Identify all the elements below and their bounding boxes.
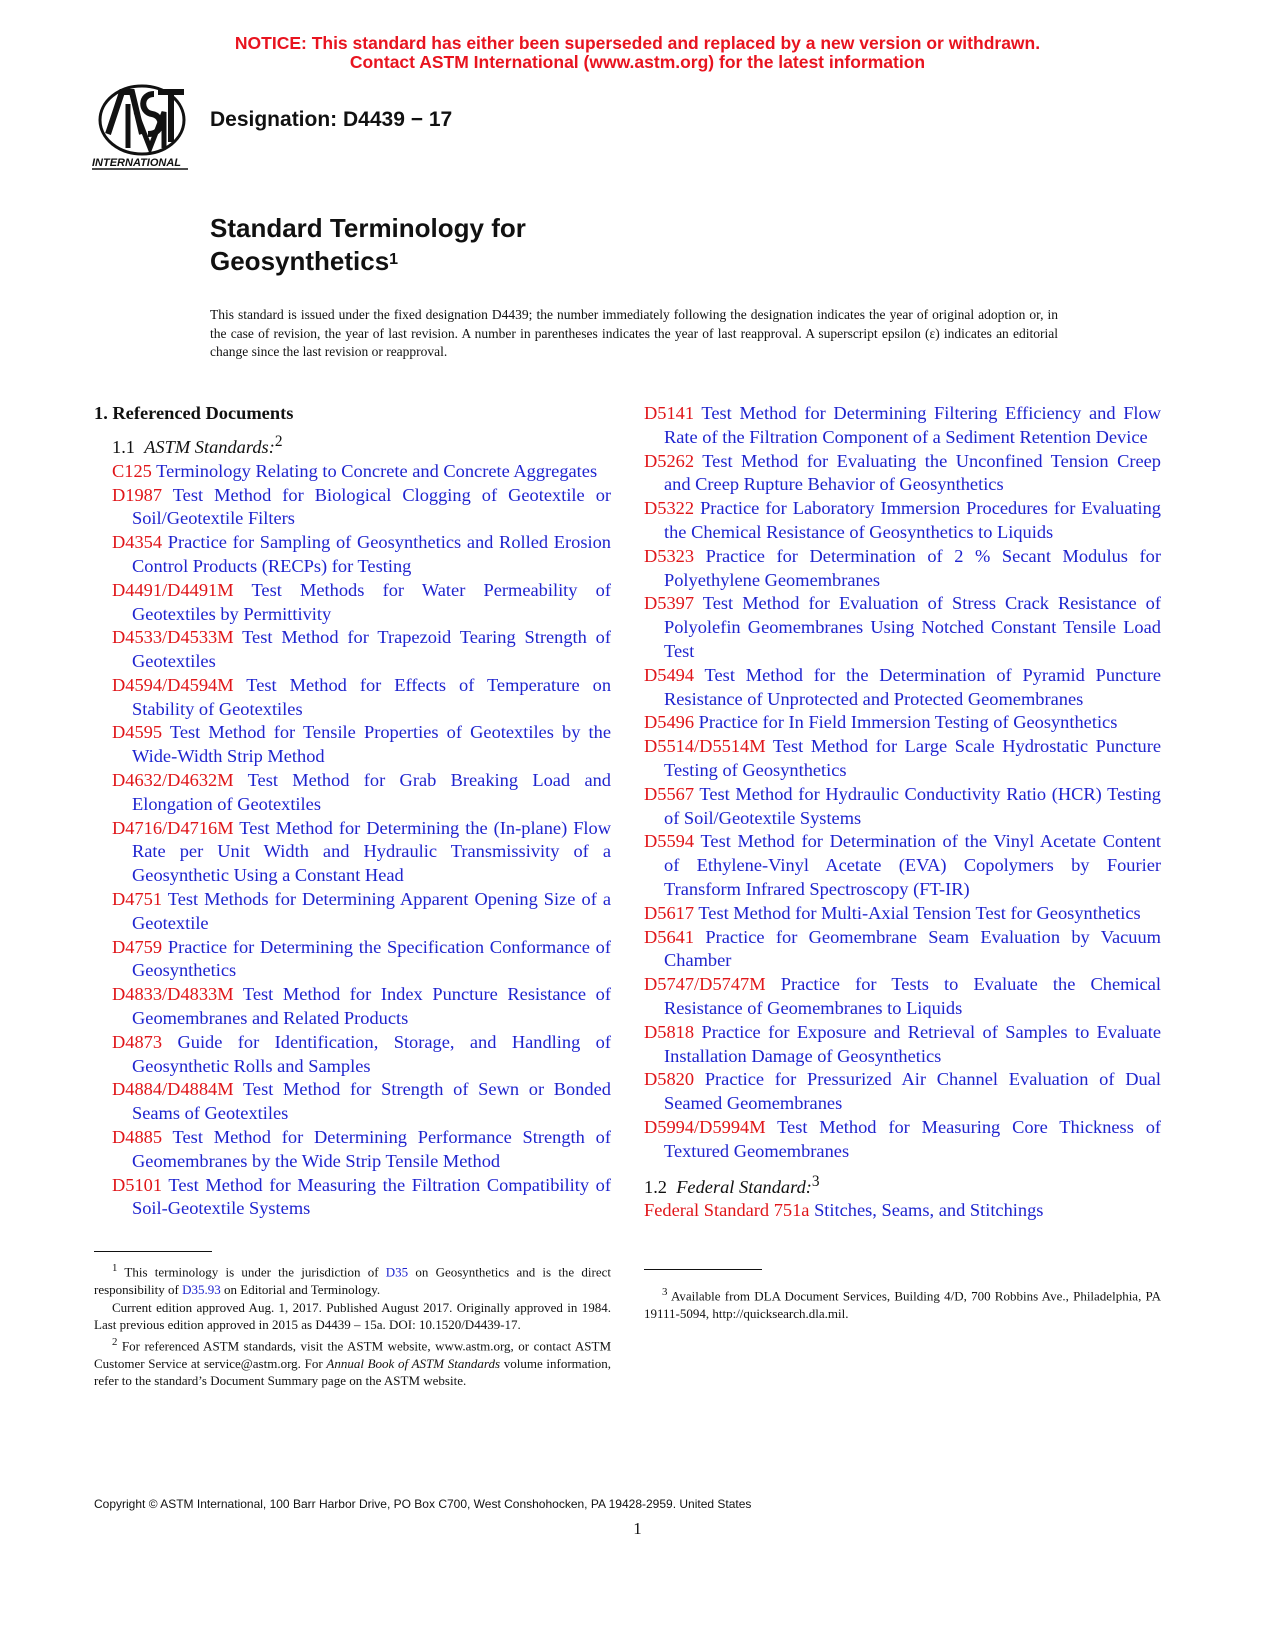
committee-link-d35[interactable]: D35 — [385, 1264, 409, 1280]
reference-item[interactable] — [644, 664, 1161, 712]
reference-item[interactable] — [94, 626, 611, 674]
reference-title: Test Method for Determining the (In-plane) Flow Rate per Unit Width and Hydraulic Transmissivity of a Geosynthetic Using a Constant Head — [132, 817, 612, 886]
reference-title: Test Method for Evaluating the Unconfined Tension Creep and Creep Rupture Behavior of Geosynthetics — [664, 450, 1161, 495]
reference-code: D4884/D4884M — [112, 1079, 234, 1100]
reference-title: Terminology Relating to Concrete and Concrete Aggregates — [156, 460, 598, 481]
reference-item[interactable] — [644, 545, 1161, 593]
standard-intro-note: This standard is issued under the fixed designation D4439; the number immediately following the designation indicates the year of original adoption or, in the case of revision, the year of last revision. A number in parentheses indicates the year of last reapproval. A superscript epsilon (ε) indicates an editorial change since the last revision or reapproval. — [210, 307, 1058, 359]
footnotes-left — [94, 1251, 611, 1390]
reference-title: Test Method for Hydraulic Conductivity Ratio (HCR) Testing of Soil/Geotextile Systems — [664, 783, 1162, 828]
astm-logo-icon — [92, 82, 200, 178]
reference-title: Test Method for Measuring Core Thickness of Textured Geomembranes — [664, 1116, 1162, 1161]
reference-item[interactable] — [644, 450, 1161, 498]
reference-item[interactable] — [644, 1068, 1161, 1116]
reference-item[interactable] — [94, 531, 611, 579]
reference-code: D4632/D4632M — [112, 770, 234, 791]
reference-code: D5567 — [644, 783, 695, 804]
reference-code: D4751 — [112, 889, 163, 910]
document-title — [210, 212, 526, 278]
reference-title: Practice for Exposure and Retrieval of Samples to Evaluate Installation Damage of Geosynthetics — [664, 1021, 1161, 1066]
title-line-1: Standard Terminology for — [210, 213, 526, 243]
reference-title: Test Method for Large Scale Hydrostatic Puncture Testing of Geosynthetics — [664, 736, 1161, 780]
reference-title: Test Method for Trapezoid Tearing Strength of Geotextiles — [132, 627, 611, 672]
reference-code: D5818 — [644, 1021, 695, 1042]
footnote-rule — [94, 1251, 212, 1252]
title-footnote-mark: 1 — [389, 251, 399, 268]
reference-item[interactable] — [94, 1174, 611, 1222]
reference-item[interactable] — [644, 735, 1161, 783]
reference-code: D4594/D4594M — [112, 674, 234, 695]
reference-title: Practice for Pressurized Air Channel Evaluation of Dual Seamed Geomembranes — [664, 1069, 1161, 1114]
logo-international-text: INTERNATIONAL — [92, 157, 182, 169]
reference-item[interactable] — [94, 674, 611, 722]
reference-item[interactable] — [644, 783, 1161, 831]
subsection-federal-standard: 1.2 Federal Standard:$^3$ — [644, 1172, 820, 1197]
designation: Designation: D4439 − 17 — [210, 108, 453, 131]
reference-code: D5641 — [644, 926, 695, 947]
reference-title: Practice for Sampling of Geosynthetics and Rolled Erosion Control Products (RECPs) for Testing — [132, 532, 611, 576]
reference-item[interactable] — [94, 1031, 611, 1079]
reference-title: Test Method for Determining Performance Strength of Geomembranes by the Wide Strip Tensile Method — [132, 1127, 611, 1171]
reference-item[interactable] — [94, 460, 611, 484]
reference-title: Test Method for Multi-Axial Tension Test for Geosynthetics — [698, 902, 1141, 923]
subcommittee-link-d3593[interactable]: D35.93 — [182, 1282, 221, 1298]
reference-code: D5262 — [644, 450, 695, 471]
section-heading: 1. Referenced Documents — [94, 403, 294, 423]
reference-code: D5514/D5514M — [644, 736, 766, 757]
footnote-3: $^3$ Available from DLA Document Services, Building 4/D, 700 Robbins Ave., Philadelphia, PA 19111-5094, http://quicksearch.dla.mil. — [644, 1286, 1161, 1322]
reference-title: Practice for Determination of 2 % Secant Modulus for Polyethylene Geomembranes — [664, 545, 1161, 590]
reference-title: Test Method for Determination of the Vinyl Acetate Content of Ethylene-Vinyl Acetate (EVA) Copolymers by Fourier Transform Infrared Spectroscopy (FT-IR) — [664, 831, 1162, 899]
notice-line-1: NOTICE: This standard has either been superseded and replaced by a new version or withdrawn. — [234, 33, 1041, 53]
reference-title: Practice for Tests to Evaluate the Chemical Resistance of Geomembranes to Liquids — [664, 974, 1161, 1018]
reference-title: Practice for Determining the Specification Conformance of Geosynthetics — [132, 936, 611, 981]
federal-standard-code: Federal Standard 751a — [644, 1200, 810, 1221]
reference-code: D5617 — [644, 902, 695, 923]
reference-title: Guide for Identification, Storage, and Handling of Geosynthetic Rolls and Samples — [132, 1031, 611, 1076]
reference-code: D1987 — [112, 484, 163, 505]
reference-code: D4716/D4716M — [112, 817, 234, 838]
reference-code: D5101 — [112, 1174, 163, 1195]
withdrawn-notice — [0, 34, 1275, 72]
reference-code: D4873 — [112, 1031, 163, 1052]
footnote-2: $^2$ For referenced ASTM standards, visit the ASTM website, www.astm.org, or contact ASTM Customer Service at service@astm.org. For Annual Book of ASTM Standards volume information, refer to the standard’s Document Summary page on the ASTM website. — [94, 1335, 612, 1389]
copyright-footer: Copyright © ASTM International, 100 Barr Harbor Drive, PO Box C700, West Conshohocken, PA 19428-2959. United States — [94, 1497, 752, 1511]
reference-title: Test Method for Determining Filtering Efficiency and Flow Rate of the Filtration Component of a Sediment Retention Device — [664, 403, 1162, 447]
reference-item[interactable] — [94, 721, 611, 769]
reference-item[interactable] — [94, 769, 611, 817]
reference-title: Test Method for Strength of Sewn or Bonded Seams of Geotextiles — [132, 1079, 611, 1124]
reference-item[interactable] — [94, 484, 611, 532]
reference-list-left — [94, 460, 611, 1222]
reference-code: D5494 — [644, 664, 695, 685]
astm-logo — [92, 82, 200, 178]
right-column — [644, 402, 1161, 1323]
reference-item[interactable] — [644, 902, 1161, 926]
reference-item[interactable] — [644, 711, 1161, 735]
reference-code: D4595 — [112, 722, 163, 743]
reference-title: Practice for Laboratory Immersion Procedures for Evaluating the Chemical Resistance of Geosynthetics to Liquids — [664, 498, 1161, 542]
reference-item[interactable] — [644, 402, 1161, 450]
reference-item[interactable] — [644, 1021, 1161, 1069]
reference-code: D4533/D4533M — [112, 627, 234, 648]
reference-item[interactable] — [94, 1078, 611, 1126]
reference-item[interactable] — [94, 817, 611, 888]
reference-title: Test Method for Grab Breaking Load and Elongation of Geotextiles — [132, 770, 611, 814]
reference-title: Test Method for Biological Clogging of Geotextile or Soil/Geotextile Filters — [132, 484, 612, 529]
reference-title: Test Methods for Determining Apparent Opening Size of a Geotextile — [132, 889, 612, 933]
reference-item[interactable] — [644, 1116, 1161, 1164]
reference-code: D5820 — [644, 1069, 695, 1090]
reference-title: Test Method for the Determination of Pyramid Puncture Resistance of Unprotected and Protected Geomembranes — [664, 664, 1161, 709]
reference-code: D5594 — [644, 831, 695, 852]
footnote-1-edition: Current edition approved Aug. 1, 2017. Published August 2017. Originally approved in 1984. Last previous edition approved in 2015 as D4439 – 15a. DOI: 10.1520/D4439-17. — [94, 1299, 611, 1333]
reference-list-right — [644, 402, 1161, 1164]
reference-code: D5323 — [644, 545, 695, 566]
reference-code: D5994/D5994M — [644, 1116, 766, 1137]
reference-code: D5141 — [644, 403, 695, 423]
reference-code: D4491/D4491M — [112, 579, 234, 600]
federal-standard-title: Stitches, Seams, and Stitchings — [814, 1200, 1044, 1221]
reference-item[interactable] — [644, 973, 1161, 1021]
reference-code: D4354 — [112, 532, 163, 553]
reference-code: D4759 — [112, 936, 163, 957]
reference-code: D4833/D4833M — [112, 984, 234, 1005]
reference-title: Test Method for Tensile Properties of Geotextiles by the Wide-Width Strip Method — [132, 722, 612, 767]
left-column — [94, 402, 611, 1390]
reference-item[interactable] — [94, 888, 611, 936]
reference-title: Test Methods for Water Permeability of Geotextiles by Permittivity — [132, 579, 611, 624]
footnote-rule-right — [644, 1269, 762, 1270]
reference-code: D5747/D5747M — [644, 974, 766, 995]
title-line-2: Geosynthetics$^1$ — [210, 246, 399, 276]
reference-item[interactable] — [644, 926, 1161, 974]
reference-item[interactable] — [94, 579, 611, 627]
reference-code: C125 — [112, 460, 152, 481]
reference-item[interactable] — [644, 830, 1161, 901]
page-number: 1 — [633, 1519, 642, 1538]
notice-line-2: Contact ASTM International (www.astm.org) for the latest information — [349, 52, 926, 72]
reference-title: Test Method for Effects of Temperature on Stability of Geotextiles — [132, 674, 612, 719]
reference-title: Test Method for Evaluation of Stress Crack Resistance of Polyolefin Geomembranes Using Notched Constant Tensile Load Test — [664, 593, 1161, 661]
reference-code: D5496 — [644, 712, 695, 733]
federal-standard-ref[interactable] — [644, 1199, 1161, 1223]
subsection-astm-standards: 1.1 ASTM Standards:$^2$ — [112, 432, 283, 457]
reference-item[interactable] — [94, 983, 611, 1031]
reference-title: Practice for Geomembrane Seam Evaluation by Vacuum Chamber — [664, 926, 1161, 971]
reference-title: Practice for In Field Immersion Testing of Geosynthetics — [698, 712, 1118, 733]
reference-item[interactable] — [644, 592, 1161, 663]
footnote-1: $^1$ This terminology is under the jurisdiction of D35 on Geosynthetics and is the direct responsibility of D35.93 on Editorial and Terminology. — [94, 1262, 612, 1298]
reference-title: Test Method for Measuring the Filtration Compatibility of Soil-Geotextile Systems — [132, 1174, 611, 1219]
reference-item[interactable] — [94, 1126, 611, 1174]
reference-code: D4885 — [112, 1127, 163, 1148]
reference-code: D5397 — [644, 593, 695, 614]
footnotes-right — [644, 1269, 1161, 1323]
reference-title: Test Method for Index Puncture Resistance of Geomembranes and Related Products — [132, 984, 611, 1029]
reference-item[interactable] — [94, 936, 611, 984]
reference-code: D5322 — [644, 498, 695, 519]
reference-item[interactable] — [644, 497, 1161, 545]
